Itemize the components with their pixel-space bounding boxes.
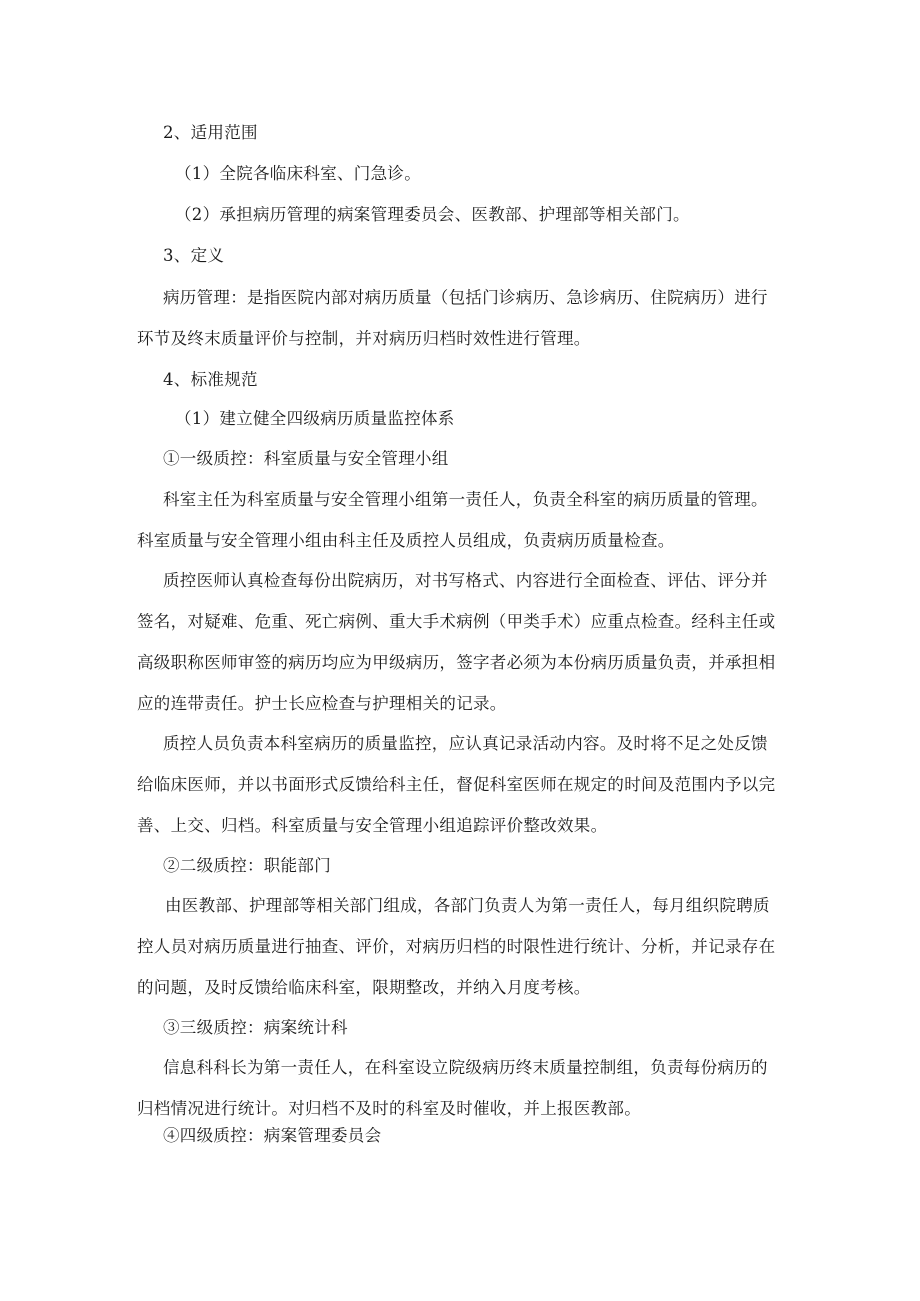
section-2-item-2: （2）承担病历管理的病案管理委员会、医教部、护理部等相关部门。: [175, 205, 690, 224]
level-4-heading: ④四级质控：病案管理委员会: [163, 1126, 382, 1145]
level-1-heading: ①一级质控：科室质量与安全管理小组: [163, 449, 449, 468]
section-4-heading: 4、标准规范: [163, 370, 258, 389]
definition-line-2: 环节及终末质量评价与控制，并对病历归档时效性进行管理。: [137, 329, 591, 348]
level-1-paragraph-1-line-2: 科室质量与安全管理小组由科主任及质控人员组成，负责病历质量检查。: [137, 531, 675, 550]
level-1-paragraph-3-line-3: 善、上交、归档。科室质量与安全管理小组追踪评价整改效果。: [137, 816, 608, 835]
level-1-paragraph-2-line-2: 签名，对疑难、危重、死亡病例、重大手术病例（甲类手术）应重点检查。经科主任或: [137, 612, 776, 631]
level-3-paragraph-1-line-2: 归档情况进行统计。对归档不及时的科室及时催收，并上报医教部。: [137, 1099, 641, 1118]
level-1-paragraph-2-line-3: 高级职称医师审签的病历均应为甲级病历，签字者必须为本份病历质量负责，并承担相: [137, 653, 776, 672]
section-2-heading: 2、适用范围: [163, 123, 258, 142]
level-2-heading: ②二级质控：职能部门: [163, 856, 331, 875]
level-3-heading: ③三级质控：病案统计科: [163, 1018, 348, 1037]
section-4-item-1: （1）建立健全四级病历质量监控体系: [175, 409, 455, 428]
level-1-paragraph-2-line-4: 应的连带责任。护士长应检查与护理相关的记录。: [137, 694, 507, 713]
level-1-paragraph-3-line-1: 质控人员负责本科室病历的质量监控，应认真记录活动内容。及时将不足之处反馈: [163, 734, 768, 753]
section-3-heading: 3、定义: [163, 246, 225, 265]
level-2-paragraph-1-line-3: 的问题，及时反馈给临床科室，限期整改，并纳入月度考核。: [137, 978, 591, 997]
level-1-paragraph-2-line-1: 质控医师认真检查每份出院病历，对书写格式、内容进行全面检查、评估、评分并: [163, 571, 768, 590]
level-3-paragraph-1-line-1: 信息科科长为第一责任人，在科室设立院级病历终末质量控制组，负责每份病历的: [163, 1058, 768, 1077]
level-1-paragraph-1-line-1: 科室主任为科室质量与安全管理小组第一责任人，负责全科室的病历质量的管理。: [163, 490, 768, 509]
section-2-item-1: （1）全院各临床科室、门急诊。: [175, 164, 421, 183]
level-2-paragraph-1-line-2: 控人员对病历质量进行抽查、评价，对病历归档的时限性进行统计、分析，并记录存在: [137, 937, 776, 956]
definition-line-1: 病历管理：是指医院内部对病历质量（包括门诊病历、急诊病历、住院病历）进行: [163, 288, 768, 307]
level-1-paragraph-3-line-2: 给临床医师，并以书面形式反馈给科主任，督促科室医师在规定的时间及范围内予以完: [137, 775, 776, 794]
level-2-paragraph-1-line-1: 由医教部、护理部等相关部门组成，各部门负责人为第一责任人，每月组织院聘质: [165, 896, 770, 915]
